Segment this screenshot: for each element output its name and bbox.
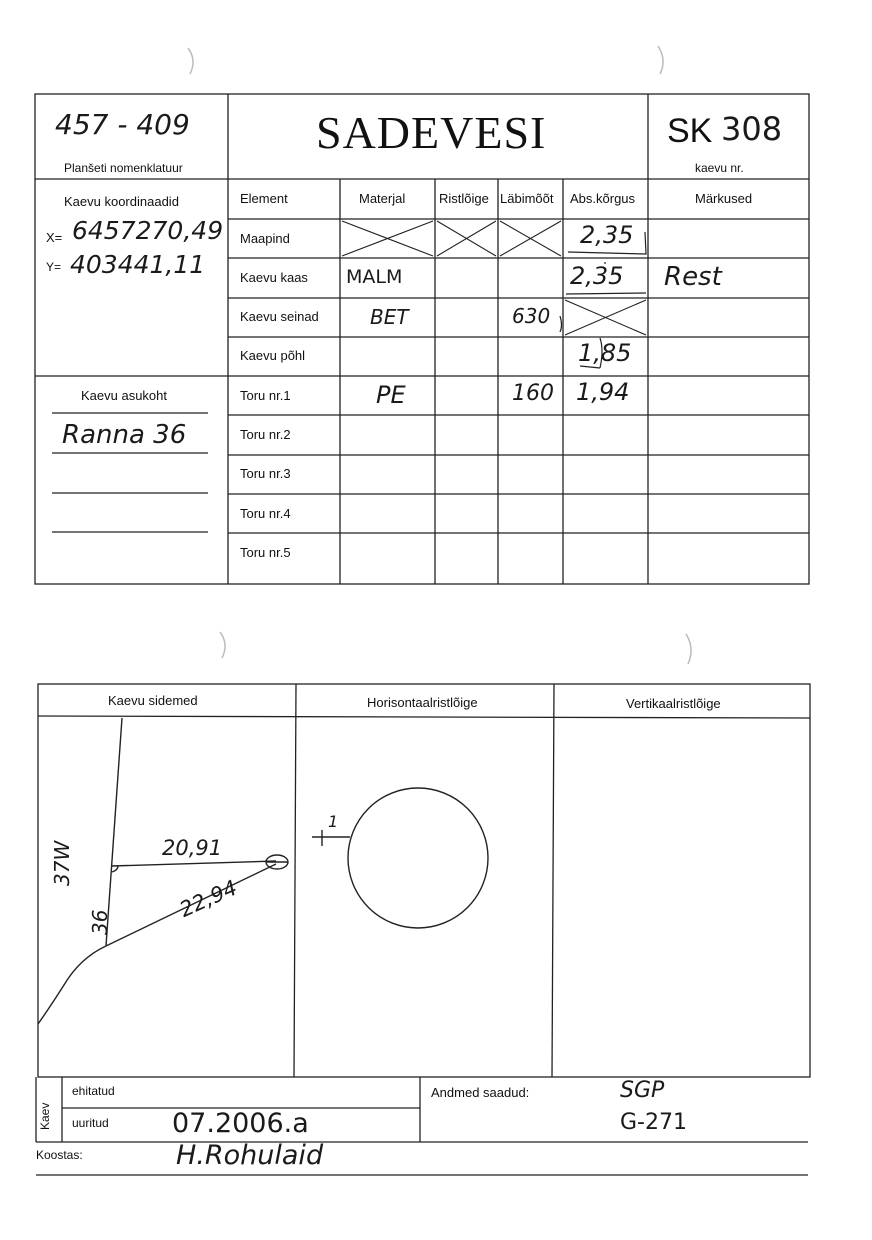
building-label-2: 36 — [88, 909, 112, 935]
koostas-label: Koostas: — [36, 1148, 83, 1162]
x-coord-value: 6457270,49 — [72, 216, 224, 245]
well-prefix: SK — [667, 112, 713, 150]
table-row-element: Toru nr.1 — [240, 388, 291, 403]
tie-line-1 — [112, 861, 276, 866]
table-row-element: Kaevu põhl — [240, 348, 306, 363]
col-header-labimoot: Läbimõõt — [500, 191, 554, 206]
well-label: kaevu nr. — [695, 161, 744, 175]
distance-label-1: 20,91 — [162, 836, 223, 860]
table-cell-labimoot: 160 — [512, 381, 554, 406]
well-number: 308 — [721, 110, 783, 148]
table-cell-abs: 1,85 — [578, 339, 632, 367]
vertikaal-label: Vertikaalristlõige — [626, 696, 721, 711]
kaev-label: Kaev — [38, 1102, 52, 1130]
table-row-element: Toru nr.4 — [240, 506, 291, 521]
y-coord-label: Y= — [46, 260, 62, 274]
col-header-abs: Abs.kõrgus — [570, 191, 636, 206]
nomenclature-value: 457 - 409 — [55, 108, 190, 141]
table-row-element: Toru nr.2 — [240, 427, 291, 442]
table-cell-materjal: PE — [376, 381, 406, 409]
uuritud-value: 07.2006.a — [172, 1108, 309, 1139]
coordinates-label: Kaevu koordinaadid — [64, 194, 179, 209]
table-row-element: Maapind — [240, 231, 290, 246]
table-cell-markused: Rest — [664, 262, 722, 292]
andmed-value-2: G-271 — [620, 1110, 687, 1135]
koostas-value: H.Rohulaid — [176, 1140, 324, 1171]
nomenclature-label: Planšeti nomenklatuur — [64, 161, 183, 175]
road-curve — [38, 946, 106, 1024]
location-label: Kaevu asukoht — [81, 388, 168, 403]
table-cell-abs: 1,94 — [576, 378, 630, 406]
horizontal-section — [312, 788, 488, 928]
table-row-element: Toru nr.3 — [240, 466, 291, 481]
table-cell-abs: 2,35 — [580, 221, 634, 249]
col-header-element: Element — [240, 191, 288, 206]
table-cell-materjal: BET — [370, 305, 409, 329]
table-row-element: Kaevu seinad — [240, 309, 319, 324]
table-cell-labimoot: 630 — [512, 304, 551, 328]
col-header-materjal: Materjal — [359, 191, 406, 206]
x-coord-label: X= — [46, 230, 63, 245]
table-cell-abs: 2,35 — [570, 262, 624, 290]
table-row-element: Toru nr.5 — [240, 545, 291, 560]
page-title: SADEVESI — [316, 107, 547, 158]
horisontaal-label: Horisontaalristlõige — [367, 695, 478, 710]
sidemed-label: Kaevu sidemed — [108, 693, 198, 708]
pipe-number-label: 1 — [328, 812, 339, 831]
uuritud-label: uuritud — [72, 1116, 109, 1130]
y-coord-value: 403441,11 — [70, 250, 206, 279]
table-row-element: Kaevu kaas — [240, 270, 308, 285]
well-circle — [348, 788, 488, 928]
andmed-label: Andmed saadud: — [431, 1085, 530, 1100]
building-label-1: 37W — [50, 840, 74, 886]
location-value: Ranna 36 — [62, 420, 187, 450]
col-header-ristloige: Ristlõige — [439, 191, 489, 206]
ehitatud-label: ehitatud — [72, 1084, 115, 1098]
distance-label-2: 22,94 — [176, 875, 241, 922]
andmed-value-1: SGP — [620, 1078, 665, 1103]
table-cell-materjal: MALM — [346, 266, 403, 288]
col-header-markused: Märkused — [695, 191, 753, 206]
tie-sketch — [38, 718, 288, 1024]
